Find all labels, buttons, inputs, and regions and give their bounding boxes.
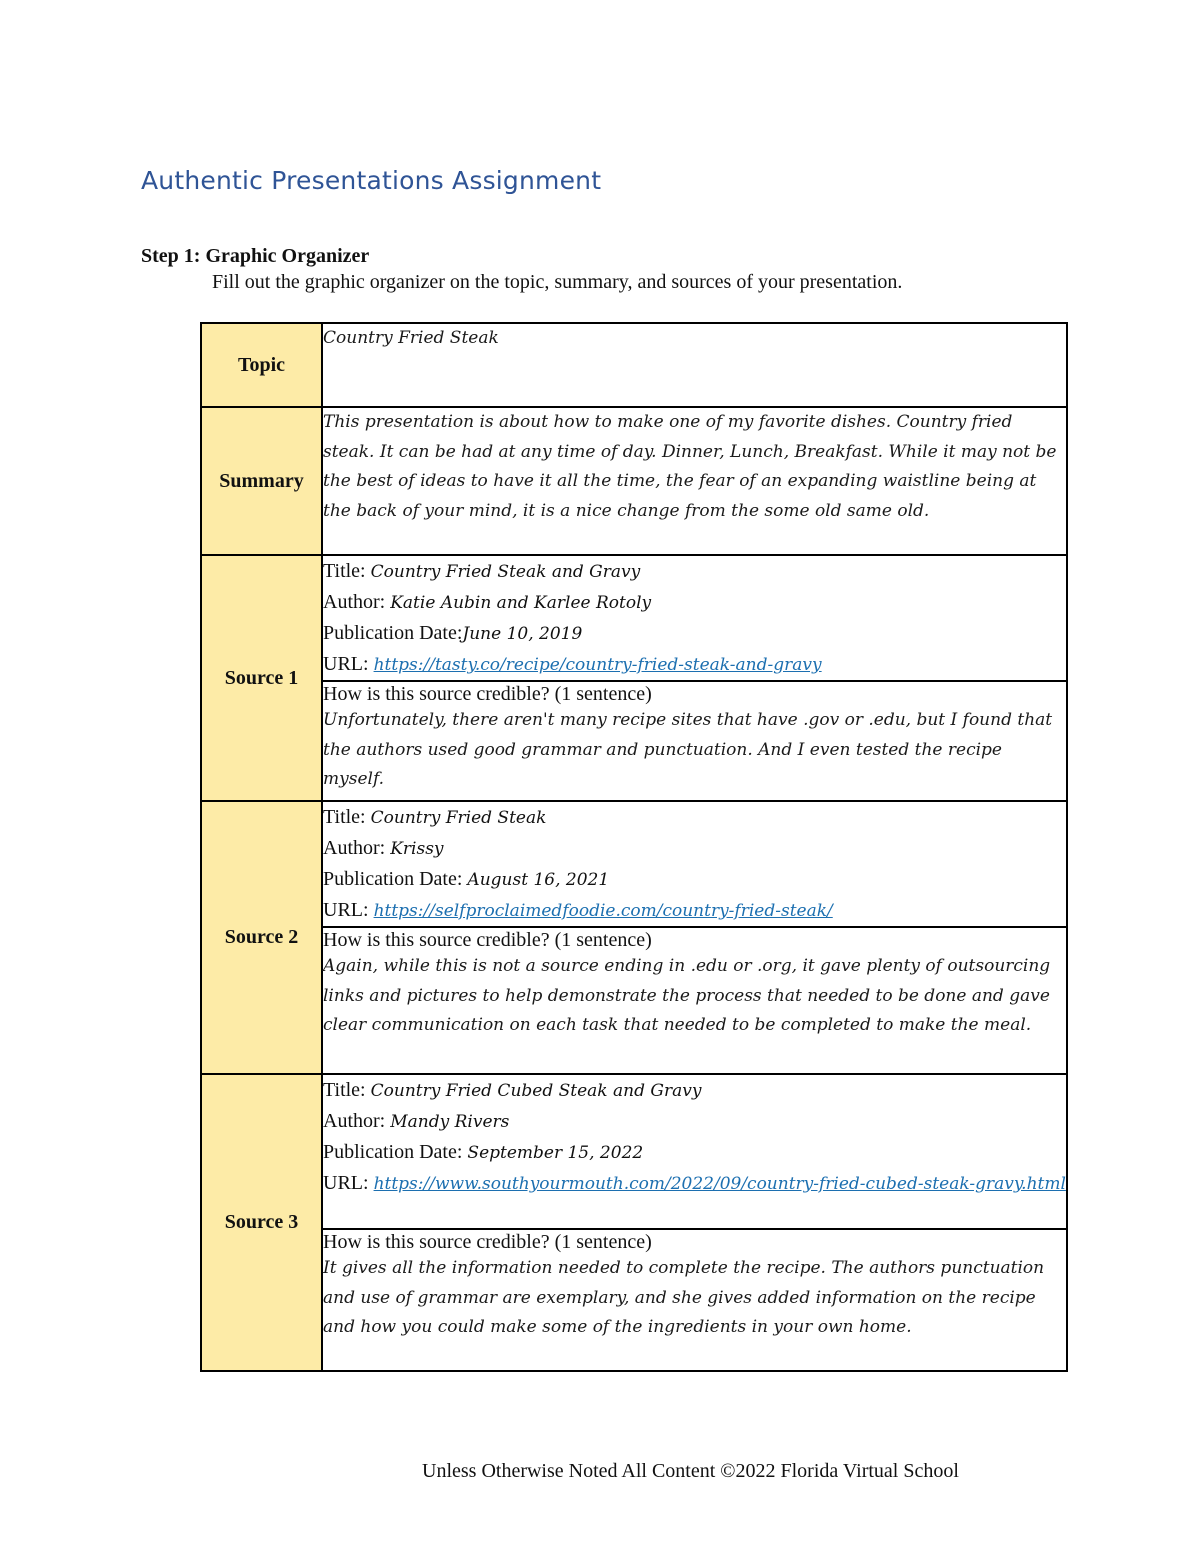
summary-label: Summary [201, 407, 322, 555]
source-3-title: Country Fried Cubed Steak and Gravy [370, 1081, 702, 1101]
source-2-label: Source 2 [201, 801, 322, 1074]
source-3-details-cell[interactable] [322, 1074, 1067, 1229]
source-3-publication-date: September 15, 2022 [467, 1143, 644, 1163]
url-field-label: URL: [323, 653, 369, 675]
source-2-author: Krissy [390, 839, 444, 859]
source-3-url-link[interactable]: https://www.southyourmouth.com/2022/09/country-fried-cubed-steak-gravy.html [373, 1174, 1066, 1194]
source-1-publication-date: June 10, 2019 [462, 624, 583, 644]
title-field-label: Title: [323, 1079, 366, 1101]
source-2-publication-date: August 16, 2021 [467, 870, 610, 890]
source-2-details-cell[interactable] [322, 801, 1067, 927]
source-1-credibility-row [201, 681, 1067, 801]
source-3-credibility: It gives all the information needed to complete the recipe. The authors punctuation and use of grammar are exemplary, and she gives added information on the recipe and how you could make some of the ingredients in your own home. [323, 1258, 1045, 1337]
step-instructions: Fill out the graphic organizer on the topic, summary, and sources of your presentation. [212, 271, 903, 293]
source-1-details-row [201, 555, 1067, 681]
source-1-author: Katie Aubin and Karlee Rotoly [390, 593, 652, 613]
summary-cell[interactable] [322, 407, 1067, 555]
source-3-credibility-cell[interactable] [322, 1229, 1067, 1371]
copyright-footer: Unless Otherwise Noted All Content ©2022 Florida Virtual School [422, 1460, 959, 1482]
author-field-label: Author: [323, 837, 386, 859]
source-3-author: Mandy Rivers [390, 1112, 510, 1132]
source-1-credibility-cell[interactable] [322, 681, 1067, 801]
credible-question: How is this source credible? (1 sentence) [323, 683, 652, 705]
source-2-title: Country Fried Steak [370, 808, 547, 828]
graphic-organizer-table [200, 322, 1068, 1372]
topic-row [201, 323, 1067, 407]
page-title: Authentic Presentations Assignment [141, 166, 602, 195]
publication-date-field-label: Publication Date: [323, 1141, 463, 1163]
source-3-details-row [201, 1074, 1067, 1229]
source-3-label: Source 3 [201, 1074, 322, 1371]
url-field-label: URL: [323, 1172, 369, 1194]
source-2-credibility: Again, while this is not a source ending in .edu or .org, it gave plenty of outsourcing links and pictures to help demonstrate the process that needed to be done and gave clear communication on each task that needed to be completed to make the meal. [323, 956, 1051, 1035]
source-2-credibility-row [201, 927, 1067, 1074]
credible-question: How is this source credible? (1 sentence) [323, 929, 652, 951]
publication-date-field-label: Publication Date: [323, 868, 463, 890]
source-3-credibility-row [201, 1229, 1067, 1371]
author-field-label: Author: [323, 1110, 386, 1132]
source-1-details-cell[interactable] [322, 555, 1067, 681]
source-1-url-link[interactable]: https://tasty.co/recipe/country-fried-steak-and-gravy [373, 655, 822, 675]
url-field-label: URL: [323, 899, 369, 921]
source-2-url-link[interactable]: https://selfproclaimedfoodie.com/country-fried-steak/ [373, 901, 833, 921]
source-2-details-row [201, 801, 1067, 927]
title-field-label: Title: [323, 806, 366, 828]
publication-date-field-label: Publication Date: [323, 622, 463, 644]
step-heading: Step 1: Graphic Organizer [141, 245, 370, 267]
title-field-label: Title: [323, 560, 366, 582]
topic-value: Country Fried Steak [323, 328, 499, 348]
summary-row [201, 407, 1067, 555]
source-1-title: Country Fried Steak and Gravy [370, 562, 641, 582]
source-1-credibility: Unfortunately, there aren't many recipe sites that have .gov or .edu, but I found that the authors used good grammar and punctuation. And I even tested the recipe myself. [323, 710, 1053, 789]
topic-label: Topic [201, 323, 322, 407]
author-field-label: Author: [323, 591, 386, 613]
summary-value: This presentation is about how to make one of my favorite dishes. Country fried steak. It can be had at any time of day. Dinner, Lunch, Breakfast. While it may not be the best of ideas to have it all the time, the fear of an expanding waistline being at the back of your mind, it is a nice change from the some old same old. [323, 412, 1057, 521]
credible-question: How is this source credible? (1 sentence) [323, 1231, 652, 1253]
topic-cell[interactable] [322, 323, 1067, 407]
source-1-label: Source 1 [201, 555, 322, 801]
source-2-credibility-cell[interactable] [322, 927, 1067, 1074]
